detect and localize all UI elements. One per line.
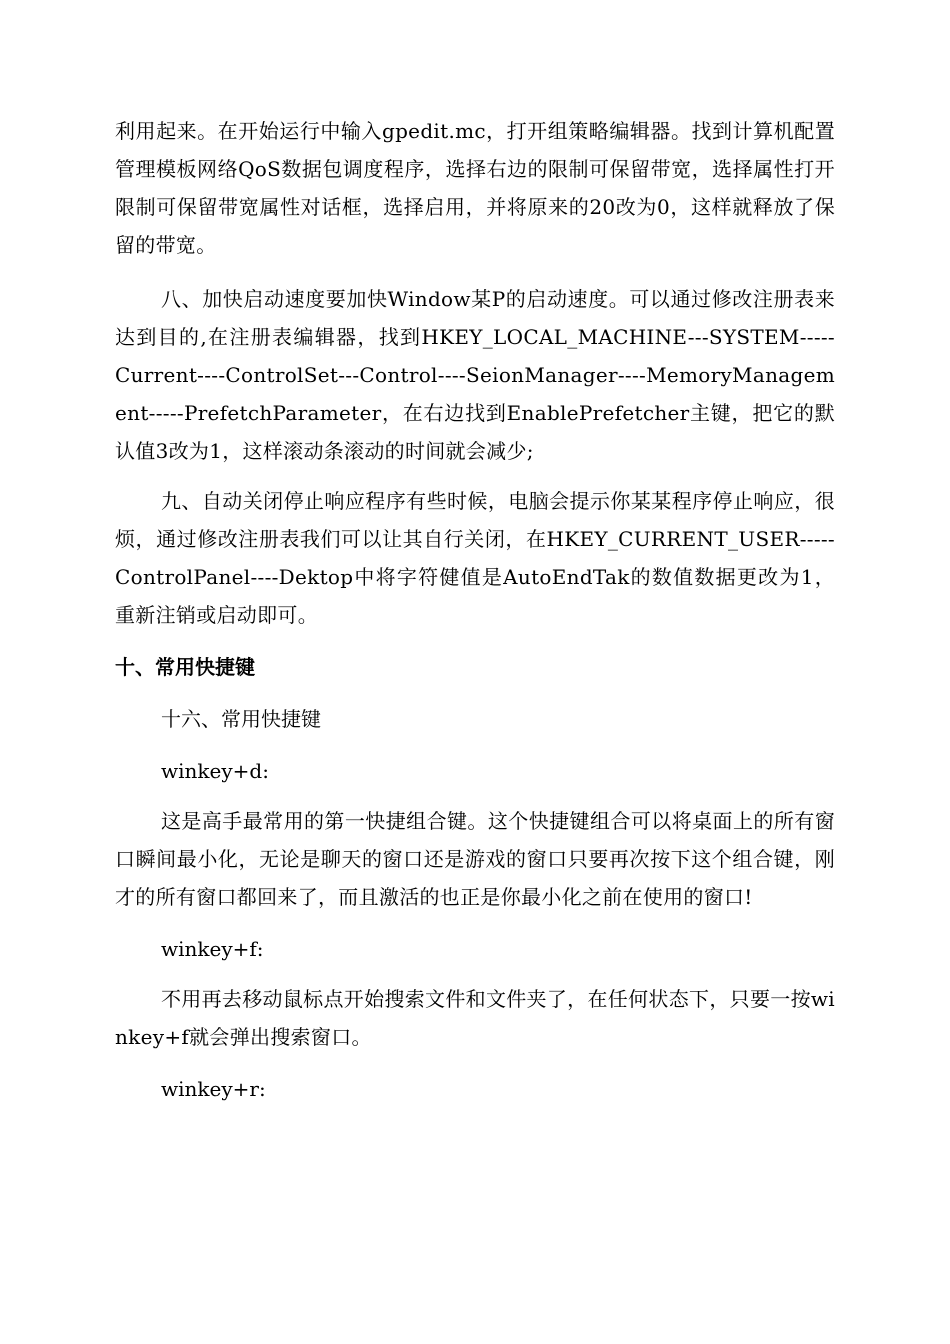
shortcut-winkey-f: winkey+f: [161,937,264,961]
paragraph-winkey-f: 不用再去移动鼠标点开始搜索文件和文件夹了，在任何状态下，只要一按winkey+f就会弹出搜索窗口。 [115,987,835,1049]
paragraph-qos: 利用起来。在开始运行中输入gpedit.mc，打开组策略编辑器。找到计算机配置管理模板网络QoS数据包调度程序，选择右边的限制可保留带宽，选择属性打开限制可保留带宽属性对话框，选择启用，并将原来的20改为0，这样就释放了保留的带宽。 [115,119,835,257]
paragraph-startup-speed: 八、加快启动速度要加快Window某P的启动速度。可以通过修改注册表来达到目的,在注册表编辑器，找到HKEY_LOCAL_MACHINE---SYSTEM-----Current----ControlSet---Control----SeionManager----MemoryManagement-----PrefetchParameter，在右边找到EnablePrefetcher主键，把它的默认值3改为1，这样滚动条滚动的时间就会减少; [115,287,835,463]
paragraph-winkey-d: 这是高手最常用的第一快捷组合键。这个快捷键组合可以将桌面上的所有窗口瞬间最小化，无论是聊天的窗口还是游戏的窗口只要再次按下这个组合键，刚才的所有窗口都回来了，而且激活的也正是你最小化之前在使用的窗口! [115,809,835,909]
shortcut-winkey-r: winkey+r: [161,1077,266,1101]
paragraph-auto-close: 九、自动关闭停止响应程序有些时候，电脑会提示你某某程序停止响应，很烦，通过修改注册表我们可以让其自行关闭，在HKEY_CURRENT_USER-----ControlPanel----Dektop中将字符健值是AutoEndTak的数值数据更改为1，重新注销或启动即可。 [115,489,835,627]
subsection-heading: 十六、常用快捷键 [161,707,321,731]
document-page [115,112,835,1108]
section-heading: 十、常用快捷键 [115,655,255,679]
shortcut-winkey-d: winkey+d: [161,759,269,783]
